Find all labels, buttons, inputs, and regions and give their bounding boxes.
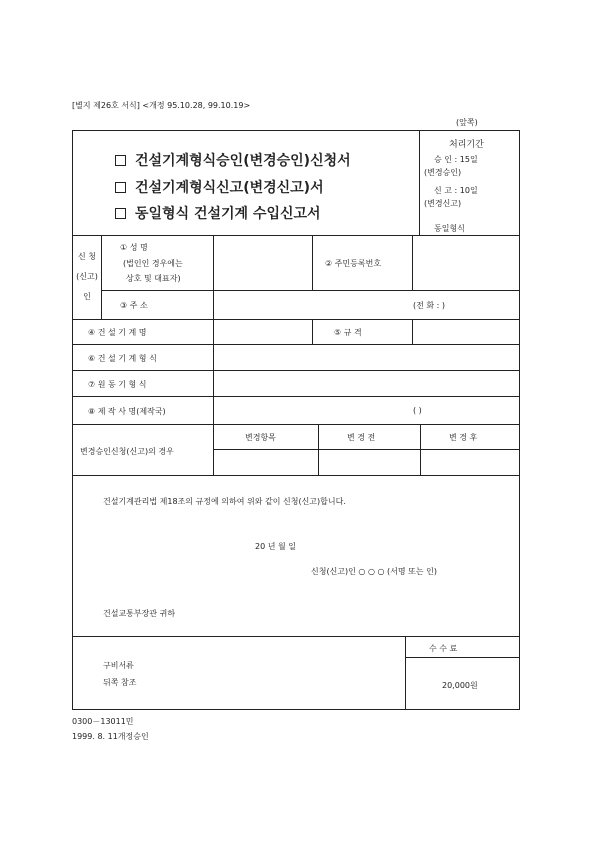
title-import-report: 동일형식 건설기계 수입신고서: [115, 203, 321, 223]
applicant-label-3: 인: [83, 292, 91, 301]
declaration-statement: 건설기계관리법 제18조의 규정에 의하여 위와 같이 신청(신고)합니다.: [103, 497, 346, 506]
change-item-input[interactable]: [214, 450, 317, 474]
processing-report: 신 고 : 10일: [434, 186, 478, 195]
processing-report-sub: (변경신고): [424, 199, 462, 208]
approval-note: 1999. 8. 11개정승인: [72, 732, 149, 741]
machine-name-input[interactable]: [214, 320, 311, 343]
processing-approval-sub: (변경승인): [424, 168, 462, 177]
engine-type-input[interactable]: [214, 371, 519, 395]
applicant-label-1: 신 청: [78, 252, 96, 261]
divider-resident-label-left: [312, 235, 313, 290]
name-sub-2: 상호 및 대표자): [126, 274, 181, 283]
divider-change: [72, 475, 520, 476]
processing-approval: 승 인 : 15일: [434, 155, 478, 164]
divider-spec-left: [312, 319, 313, 344]
page-side-label: (앞쪽): [456, 118, 478, 127]
checkbox-import[interactable]: [115, 208, 126, 219]
fee-value: 20,000원: [442, 681, 478, 690]
declaration-date[interactable]: 20 년 월 일: [255, 542, 296, 551]
name-label: ① 성 명: [120, 243, 148, 252]
title-approval-application: 건설기계형식승인(변경승인)신청서: [115, 150, 351, 170]
declaration-recipient: 건설교통부장관 귀하: [103, 609, 176, 618]
divider-applicant-group: [101, 235, 102, 319]
required-docs-label: 구비서류: [103, 661, 134, 670]
form-reference: [별지 제26호 서식] <개정 95.10.28, 99.10.19>: [72, 101, 251, 110]
processing-same-type: 동일형식: [434, 224, 465, 233]
divider-manufacturer: [72, 424, 520, 425]
manufacturer-country[interactable]: ( ): [413, 406, 422, 415]
spec-label: ⑤ 규 격: [334, 328, 362, 337]
name-input[interactable]: [214, 236, 311, 289]
divider-fee-header: [405, 657, 520, 658]
manufacturer-label: ⑧ 제 작 사 명(제작국): [88, 407, 166, 416]
change-item-header: 변경항목: [245, 433, 276, 442]
spec-input[interactable]: [413, 320, 519, 343]
phone-label[interactable]: (전 화 : ): [413, 301, 446, 310]
checkbox-report[interactable]: [115, 182, 126, 193]
divider-processing: [419, 130, 420, 235]
machine-type-label: ⑥ 건 설 기 계 형 식: [88, 354, 157, 363]
address-label: ③ 주 소: [120, 301, 148, 310]
divider-declaration: [72, 636, 520, 637]
resident-number-label: ② 주민등록번호: [325, 259, 382, 268]
declaration-signer[interactable]: 신청(신고)인 ○ ○ ○ (서명 또는 인): [311, 567, 437, 576]
required-docs-note: 뒤쪽 참조: [103, 678, 137, 687]
checkbox-approval[interactable]: [115, 155, 126, 166]
engine-type-label: ⑦ 원 동 기 형 식: [88, 380, 147, 389]
change-after-header: 변 경 후: [449, 433, 478, 442]
change-before-header: 변 경 전: [347, 433, 376, 442]
machine-type-input[interactable]: [214, 345, 519, 369]
change-before-input[interactable]: [319, 450, 419, 474]
divider-fee: [405, 636, 406, 710]
processing-heading: 처리기간: [449, 140, 484, 150]
fee-label: 수 수 료: [429, 644, 458, 653]
change-after-input[interactable]: [421, 450, 519, 474]
applicant-label-2: (신고): [76, 272, 98, 281]
resident-number-input[interactable]: [413, 236, 519, 289]
form-code: 0300－13011민: [72, 717, 134, 726]
change-label: 변경승인신청(신고)의 경우: [80, 447, 174, 456]
machine-name-label: ④ 건 설 기 계 명: [88, 328, 147, 337]
name-sub-1: (법인인 경우에는: [123, 259, 183, 268]
title-type-report: 건설기계형식신고(변경신고)서: [115, 177, 324, 197]
manufacturer-input[interactable]: [214, 397, 404, 423]
address-input[interactable]: [214, 291, 404, 318]
